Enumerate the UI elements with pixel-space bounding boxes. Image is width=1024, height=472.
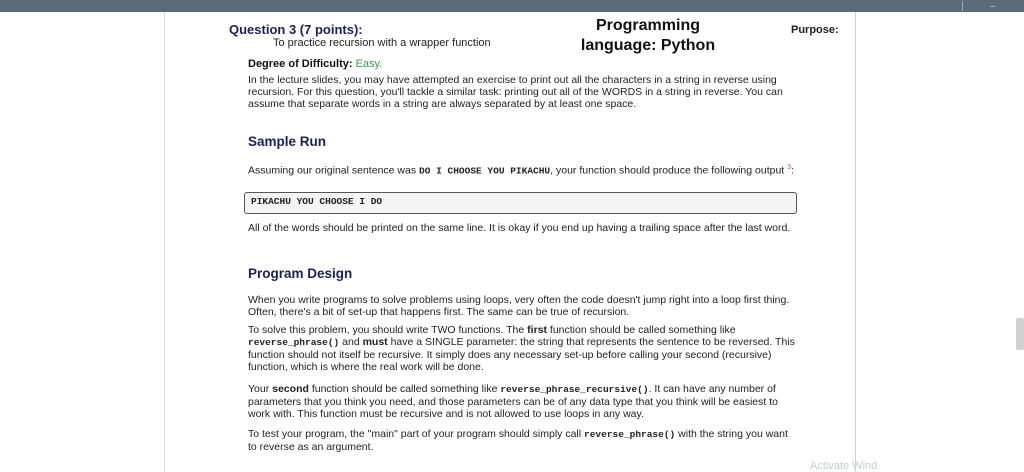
sample-sentence: DO I CHOOSE YOU PIKACHU (419, 165, 551, 177)
window-title-bar (0, 0, 1024, 12)
difficulty-line (248, 58, 382, 70)
purpose-label: Purpose: (791, 24, 839, 36)
sample-run-heading: Sample Run (248, 134, 327, 149)
right-gutter (856, 12, 1024, 472)
code-reverse-phrase-call: reverse_phrase() (584, 429, 676, 440)
sample-output-box (244, 192, 797, 214)
purpose-text: To practice recursion with a wrapper function (273, 37, 491, 49)
code-reverse-phrase-recursive: reverse_phrase_recursive() (500, 384, 649, 395)
footnote-marker[interactable]: 3 (787, 164, 792, 171)
design-paragraph-3: Your second function should be called something like reverse_phrase_recursive(). It can have any number of parameters that you think you need, and those parameters can be of any data type that you think will be easiest to work with. This function must be recursive and is not allowed to use loops in any way. (248, 383, 778, 420)
sample-run-note: All of the words should be printed on the same line. It is okay if you end up having a trailing space after the last word. (248, 222, 791, 234)
left-gutter (0, 12, 164, 472)
scrollbar-thumb[interactable] (1016, 318, 1024, 350)
activation-watermark: Activate Wind (810, 460, 878, 472)
sample-run-text: Assuming our original sentence was DO I CHOOSE YOU PIKACHU, your function should produce the following output $^3$: (248, 164, 794, 177)
difficulty-value: Easy. (355, 58, 383, 70)
difficulty-label: Degree of Difficulty: (248, 58, 353, 70)
question-title: Question 3 (7 points): (229, 22, 363, 37)
window-button-icon[interactable]: │ (960, 2, 965, 11)
document-page (164, 12, 856, 472)
design-paragraph-2: To solve this problem, you should write TWO functions. The first function should be called something like reverse_phrase() and must have a SINGLE parameter: the string that represents the sentence to be reversed. This function should not itself be recursive. It simply does any necessary set-up before calling your second (recursive) function, which is where the real work will be done. (248, 324, 795, 373)
program-design-heading: Program Design (248, 266, 353, 281)
window-button-icon[interactable]: ─ (990, 2, 995, 11)
intro-paragraph: In the lecture slides, you may have attempted an exercise to print out all the characters in a string in reverse using recursion. For this question, you'll tackle a similar task: printing out all of the WORDS in a string in reverse. You can assume that separate words in a string are always separated by at least one space. (248, 74, 783, 110)
code-reverse-phrase: reverse_phrase() (248, 337, 340, 348)
design-paragraph-4: To test your program, the "main" part of your program should simply call reverse_phrase() with the string you want to reverse as an argument. (248, 428, 788, 453)
design-paragraph-1: When you write programs to solve problems using loops, very often the code doesn't jump right into a loop first thing. Often, there's a bit of set-up that happens first. The same can be true of recursion. (248, 294, 790, 318)
sample-output-text: PIKACHU YOU CHOOSE I DO (251, 196, 383, 207)
language-label: Programming language: Python (580, 17, 716, 54)
